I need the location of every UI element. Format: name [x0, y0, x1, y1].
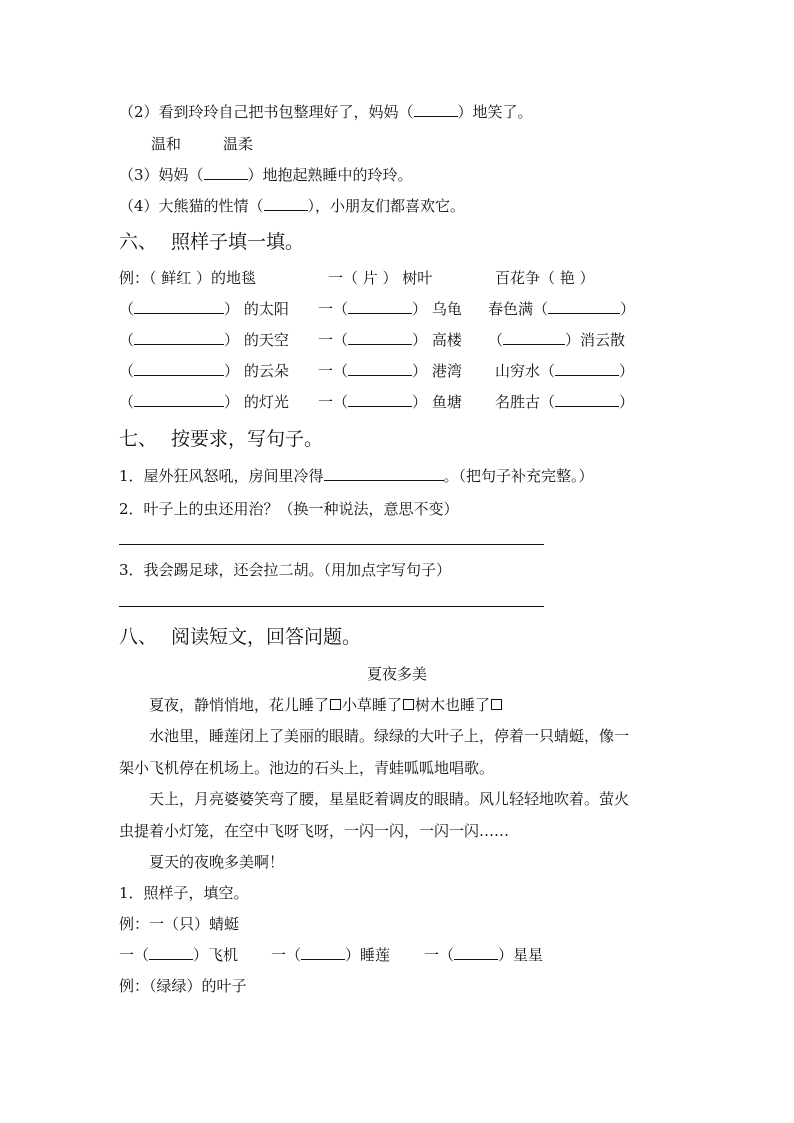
answer-blank[interactable]: [348, 330, 412, 345]
answer-blank[interactable]: [149, 945, 193, 960]
s6-row-1-c: 春色满（ ）: [488, 300, 636, 318]
s6-example-c: 百花争（ 艳 ）: [495, 269, 595, 287]
s6-row-1-b: 一（ ） 乌龟: [318, 300, 462, 318]
answer-blank[interactable]: [348, 299, 412, 314]
s7-question-1: 1．屋外狂风怒吼，房间里冷得 。（把句子补充完整。）: [119, 467, 594, 485]
answer-blank[interactable]: [348, 361, 412, 376]
s6-row-4-a: （ ） 的灯光: [119, 393, 289, 411]
answer-blank[interactable]: [134, 299, 224, 314]
s6-row-1-a: （ ） 的太阳: [119, 300, 289, 318]
q4-item-4: （4）大熊猫的性情（ ），小朋友们都喜欢它。: [119, 197, 466, 215]
s8-q1-item-1: 一（ ）飞机: [119, 946, 239, 964]
section-8-heading: 八、 阅读短文，回答问题。: [119, 626, 362, 648]
passage-paragraph-4: 夏天的夜晚多美啊！: [149, 853, 285, 871]
s8-example-1: 例：一（只）蜻蜓: [119, 915, 240, 933]
q4-item-3: （3）妈妈（ ）地抱起熟睡中的玲玲。: [119, 166, 413, 184]
answer-blank[interactable]: [134, 361, 224, 376]
s6-example-b: 一（ 片 ） 树叶: [328, 269, 433, 287]
answer-blank[interactable]: [301, 945, 345, 960]
answer-blank[interactable]: [555, 392, 619, 407]
s7-question-2: 2．叶子上的虫还用治？（换一种说法，意思不变）: [119, 500, 459, 518]
answer-blank[interactable]: [503, 330, 565, 345]
s6-row-4-c: 名胜古（ ）: [495, 393, 635, 411]
passage-paragraph-1: 夏夜，静悄悄地，花儿睡了 小草睡了 树木也睡了: [149, 695, 503, 715]
passage-title: 夏夜多美: [366, 665, 427, 683]
punctuation-box[interactable]: [403, 699, 414, 710]
q4-item-2: （2）看到玲玲自己把书包整理好了，妈妈（ ）地笑了。: [119, 103, 533, 121]
punctuation-box[interactable]: [491, 699, 502, 710]
answer-blank[interactable]: [134, 392, 224, 407]
answer-line[interactable]: [119, 606, 544, 607]
s8-q1-item-2: 一（ ）睡莲: [271, 946, 391, 964]
passage-paragraph-2-line-1: 水池里，睡莲闭上了美丽的眼睛。绿绿的大叶子上，停着一只蜻蜓，像一: [149, 727, 630, 745]
s6-row-3-a: （ ） 的云朵: [119, 362, 289, 380]
answer-blank[interactable]: [555, 361, 619, 376]
answer-blank[interactable]: [204, 165, 248, 180]
section-6-heading: 六、 照样子填一填。: [119, 231, 305, 253]
s6-row-4-b: 一（ ） 鱼塘: [318, 393, 462, 411]
punctuation-box[interactable]: [330, 699, 341, 710]
answer-blank[interactable]: [414, 102, 458, 117]
s8-q1-item-3: 一（ ）星星: [424, 946, 544, 964]
answer-blank[interactable]: [548, 299, 620, 314]
s8-question-1: 1．照样子，填空。: [119, 884, 249, 902]
answer-blank[interactable]: [264, 196, 308, 211]
passage-paragraph-3-line-1: 天上，月亮婆婆笑弯了腰，星星眨着调皮的眼睛。风儿轻轻地吹着。萤火: [149, 790, 630, 808]
answer-blank[interactable]: [324, 466, 444, 481]
word-choices: 温和 温柔: [151, 135, 254, 153]
s7-question-3: 3．我会踢足球，还会拉二胡。（用加点字写句子）: [119, 561, 452, 579]
s6-row-2-c: （ ）消云散: [488, 331, 626, 349]
s8-example-2: 例：（绿绿）的叶子: [119, 977, 247, 995]
s6-row-2-b: 一（ ） 高楼: [318, 331, 462, 349]
passage-paragraph-3-line-2: 虫提着小灯笼，在空中飞呀飞呀，一闪一闪，一闪一闪……: [119, 822, 510, 840]
s6-row-3-b: 一（ ） 港湾: [318, 362, 462, 380]
s6-row-2-a: （ ） 的天空: [119, 331, 289, 349]
section-7-heading: 七、 按要求，写句子。: [119, 428, 324, 450]
s6-row-3-c: 山穷水（ ）: [495, 362, 635, 380]
s6-example-a: 例：（ 鲜红 ）的地毯: [119, 269, 257, 287]
answer-line[interactable]: [119, 544, 544, 545]
answer-blank[interactable]: [454, 945, 498, 960]
answer-blank[interactable]: [348, 392, 412, 407]
passage-paragraph-2-line-2: 架小飞机停在机场上。池边的石头上，青蛙呱呱地唱歌。: [119, 759, 495, 777]
answer-blank[interactable]: [134, 330, 224, 345]
